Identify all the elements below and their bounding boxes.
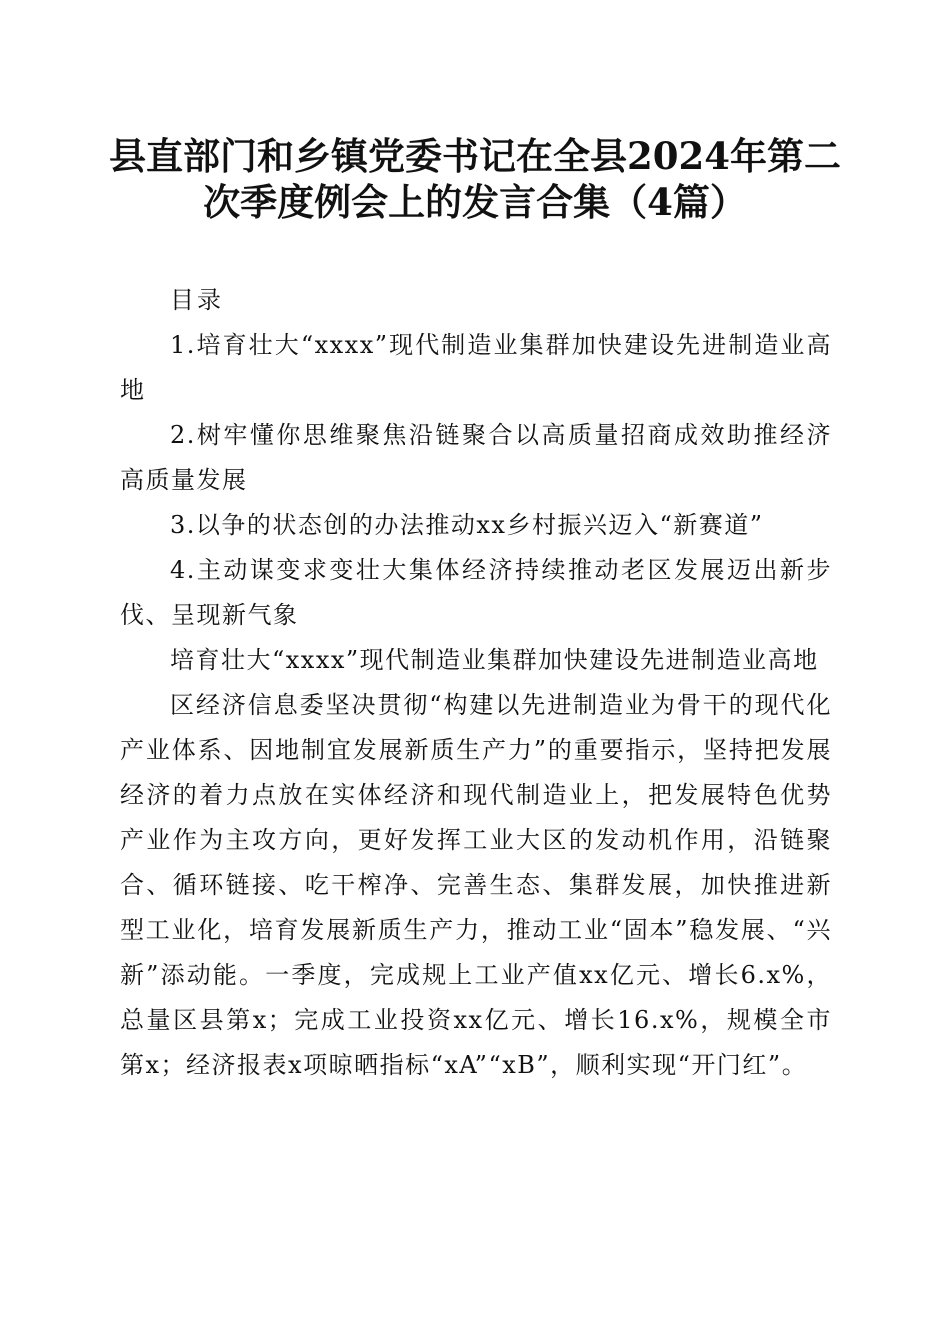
document-title [100,133,850,225]
section-1-title: 培育壮大“xxxx”现代制造业集群加快建设先进制造业高地 [170,646,819,674]
toc-item-3: 3.以争的状态创的办法推动xx乡村振兴迈入“新赛道” [170,511,764,539]
toc-heading: 目录 [170,286,224,314]
document-title-line-1: 县直部门和乡镇党委书记在全县2024年第二 [109,134,841,178]
section-1-paragraph: 区经济信息委坚决贯彻“构建以先进制造业为骨干的现代化产业体系、因地制宜发展新质生产力”的重要指示，坚持把发展经济的着力点放在实体经济和现代制造业上，把发展特色优势产业作为主攻方向，更好发挥工业大区的发动机作用，沿链聚合、循环链接、吃干榨净、完善生态、集群发展，加快推进新型工业化，培育发展新质生产力，推动工业“固本”稳发展、“兴新”添动能。一季度，完成规上工业产值xx亿元、增长6.x%，总量区县第x；完成工业投资xx亿元、增长16.x%，规模全市第x；经济报表x项晾晒指标“xA”“xB”，顺利实现“开门红”。 [120,691,832,1079]
toc-item-1: 1.培育壮大“xxxx”现代制造业集群加快建设先进制造业高地 [120,331,832,404]
document-body [120,278,832,1088]
toc-item-2: 2.树牢懂你思维聚焦沿链聚合以高质量招商成效助推经济高质量发展 [120,421,832,494]
document-title-line-2: 次季度例会上的发言合集（4篇） [203,180,747,224]
toc-item-4: 4.主动谋变求变壮大集体经济持续推动老区发展迈出新步伐、呈现新气象 [120,556,832,629]
